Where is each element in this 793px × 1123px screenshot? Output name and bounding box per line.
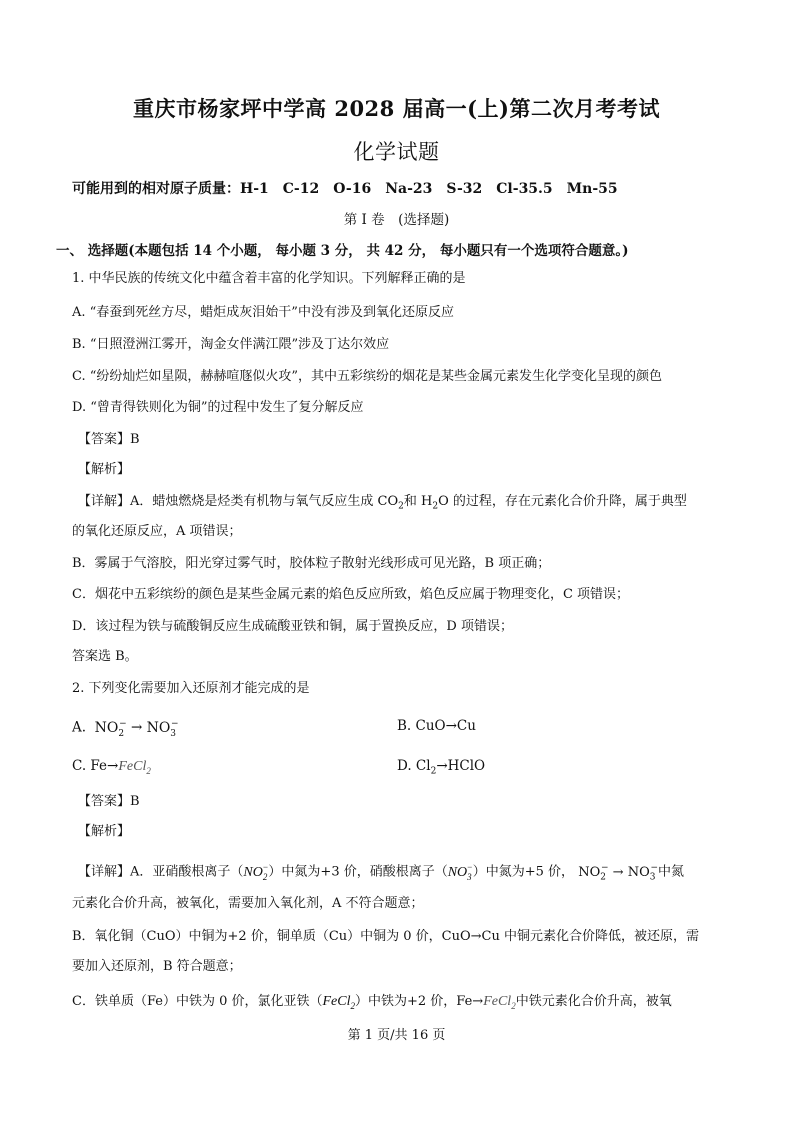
q2-option-c-label: C. Fe→	[72, 758, 119, 774]
q2-answer: 【答案】B	[78, 794, 140, 809]
formula-sub: 2	[350, 1000, 355, 1011]
formula-text: FeCl	[483, 994, 512, 1009]
q1-detail-line-1	[78, 493, 687, 516]
formula-sub: 2	[118, 728, 125, 739]
co2-subscript: 2	[398, 501, 404, 512]
q2-detail-line-2: 元素化合价升高，被氧化，需要加入氧化剂，A 不符合题意；	[72, 896, 424, 911]
nitrate-ion	[447, 862, 473, 882]
q1-option-c: C. “纷纷灿烂如星陨，赫赫喧豗似火攻”，其中五彩缤纷的烟花是某些金属元素发生化学变化呈现的颜色	[72, 369, 663, 384]
q2-stem: 2. 下列变化需要加入还原剂才能完成的是	[72, 681, 310, 696]
formula-sup: −	[650, 863, 659, 874]
q2-detail-text: ）中铁为+2 价，Fe→	[355, 994, 484, 1009]
formula-text: NO	[447, 864, 468, 880]
q2-option-a-label: A.	[72, 719, 87, 736]
q1-detail-text: 【详解】A．蜡烛燃烧是烃类有机物与氧气反应生成 CO	[78, 494, 399, 509]
formula-sub: 3	[467, 871, 472, 882]
formula-text: NO	[94, 719, 119, 736]
q1-detail-line-4: C．烟花中五彩缤纷的颜色是某些金属元素的焰色反应所致，焰色反应属于物理变化，C 项错误；	[72, 587, 630, 602]
formula-sup: −	[171, 719, 179, 729]
q2-option-d	[397, 757, 485, 781]
q2-detail-text: ）中氮为+3 价，硝酸根离子（	[268, 864, 448, 880]
q1-analysis-label: 【解析】	[78, 462, 131, 477]
h2o-subscript: 2	[432, 501, 439, 512]
reaction-arrow: →	[130, 719, 143, 736]
nitrite-to-nitrate-equation	[578, 863, 659, 883]
q2-detail-line-5	[72, 993, 672, 1015]
q1-answer: 【答案】B	[78, 432, 140, 447]
ferrous-chloride-formula	[323, 994, 356, 1009]
formula-text: NO	[146, 719, 171, 736]
ferrous-chloride-formula	[483, 994, 516, 1009]
formula-text: NO	[578, 864, 601, 880]
q1-stem: 1. 中华民族的传统文化中蕴含着丰富的化学知识。下列解释正确的是	[72, 271, 466, 286]
q1-option-b: B. “日照澄洲江雾开，淘金女伴满江隈”涉及丁达尔效应	[72, 337, 390, 352]
section-intro: 一、 选择题(本题包括 14 个小题， 每小题 3 分， 共 42 分， 每小题只有一个选项符合题意。)	[56, 243, 629, 259]
formula-sub: 2	[146, 765, 151, 776]
exam-title: 重庆市杨家坪中学高 2028 届高一(上)第二次月考考试	[133, 96, 660, 121]
ferrous-chloride-formula	[118, 759, 151, 774]
q1-detail-text: O 的过程，存在元素化合价升降，属于典型	[438, 494, 687, 509]
q1-detail-text: 和 H	[403, 494, 433, 509]
formula-text: FeCl	[322, 994, 351, 1009]
q1-conclusion: 答案选 B。	[72, 649, 138, 664]
formula-sup: −	[600, 863, 609, 874]
q2-option-b: B. CuO→Cu	[397, 718, 476, 734]
q2-detail-text: 中铁元素化合价升高，被氧	[515, 994, 672, 1009]
q1-option-d: D. “曾青得铁则化为铜”的过程中发生了复分解反应	[72, 400, 364, 415]
formula-sub: 2	[430, 766, 437, 777]
q1-option-a: A. “春蚕到死丝方尽，蜡炬成灰泪始干”中没有涉及到氧化还原反应	[72, 305, 454, 320]
nitrate-formula	[146, 719, 179, 739]
q2-detail-text: C．铁单质（Fe）中铁为 0 价，氯化亚铁（	[72, 994, 323, 1009]
q2-detail-text: ）中氮为+5 价，	[472, 864, 575, 880]
section-title: 第 I 卷 (选择题)	[343, 212, 450, 228]
nitrite-ion	[243, 862, 269, 882]
formula-sub: 3	[649, 872, 656, 883]
atomic-masses: 可能用到的相对原子质量：H-1 C-12 O-16 Na-23 S-32 Cl-35.5 Mn-55	[72, 181, 618, 197]
nitrite-formula	[94, 719, 127, 739]
formula-sub: 2	[511, 1000, 516, 1011]
formula-sup: −	[466, 862, 473, 872]
formula-text: NO	[627, 864, 650, 880]
q2-option-d-rest: →HClO	[436, 758, 486, 774]
exam-subtitle: 化学试题	[353, 140, 440, 164]
q2-option-d-label: D. Cl	[397, 758, 431, 774]
q2-option-c	[72, 757, 151, 780]
reaction-arrow: →	[612, 864, 624, 880]
formula-sup: −	[262, 862, 269, 872]
q1-detail-line-5: D．该过程为铁与硫酸铜反应生成硫酸亚铁和铜，属于置换反应，D 项错误；	[72, 619, 513, 634]
formula-text: FeCl	[118, 759, 147, 774]
q2-option-a	[72, 715, 179, 742]
q2-detail-line-1	[78, 858, 684, 886]
formula-sub: 2	[600, 872, 606, 883]
formula-sub: 2	[262, 871, 268, 882]
formula-sup: −	[119, 719, 127, 729]
q2-analysis-label: 【解析】	[78, 824, 131, 839]
q2-detail-text: 【详解】A．亚硝酸根离子（	[78, 864, 244, 880]
q2-detail-line-3: B．氧化铜（CuO）中铜为+2 价，铜单质（Cu）中铜为 0 价，CuO→Cu 中铜元素化合价降低，被还原，需	[72, 929, 700, 944]
q2-detail-text: 中氮	[658, 864, 685, 880]
q2-detail-line-4: 要加入还原剂，B 符合题意；	[72, 959, 242, 974]
q1-detail-line-2: 的氧化还原反应，A 项错误；	[72, 524, 242, 539]
formula-text: NO	[243, 864, 263, 880]
q1-detail-line-3: B．雾属于气溶胶，阳光穿过雾气时，胶体粒子散射光线形成可见光路，B 项正确；	[72, 556, 551, 571]
formula-sub: 3	[170, 728, 177, 739]
page-number: 第 1 页/共 16 页	[347, 1028, 446, 1043]
